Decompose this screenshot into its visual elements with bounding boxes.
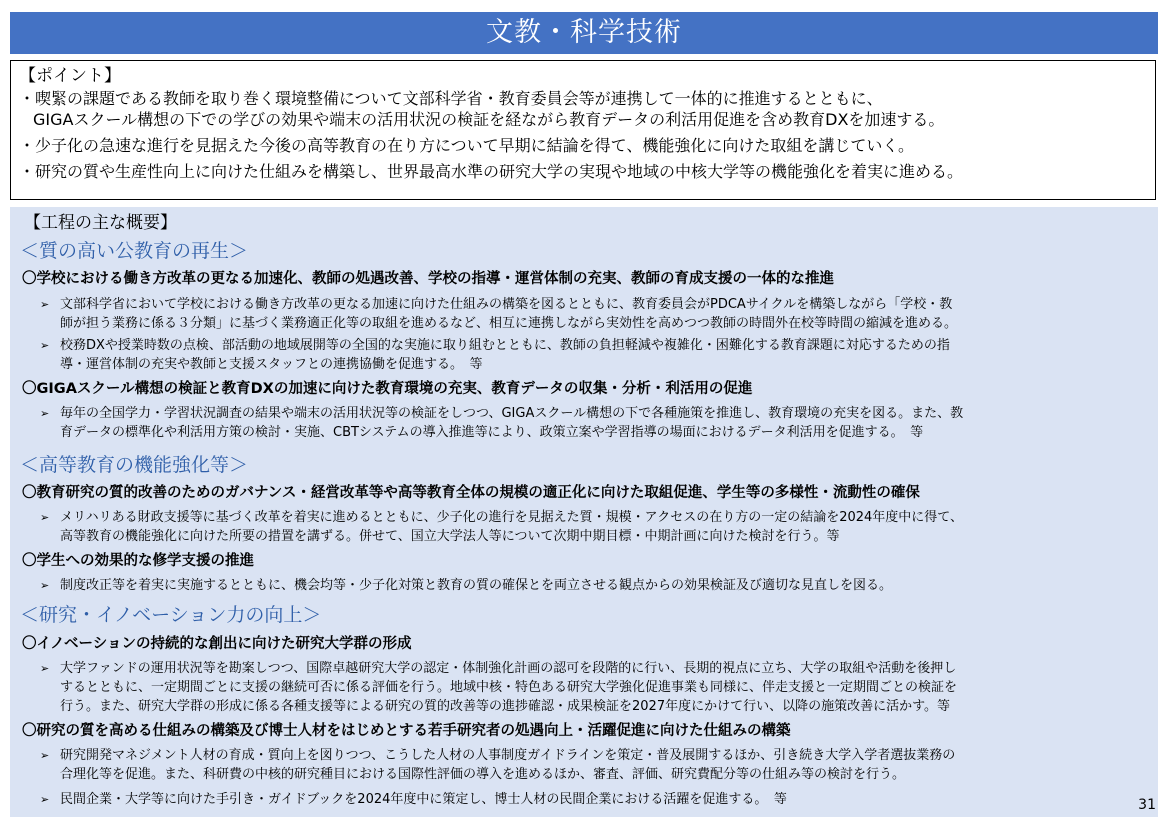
point-text-cont: GIGAスクール構想の下での学びの効果や端末の活用状況の検証を経ながら教育データの利活用促進を含め教育DXを加速する。 bbox=[33, 110, 945, 129]
arrow-bullet-icon: ➢ bbox=[40, 793, 50, 806]
bullet-line: 行う。また、研究大学群の形成に係る各種支援等による研究の質的改善等の進捗確認・成果検証を2027年度にかけて行い、以降の施策改善に活かす。等 bbox=[60, 699, 951, 714]
sub-heading: 〇研究の質を高める仕組みの構築及び博士人材をはじめとする若手研究者の処遇向上・活躍促進に向けた仕組みの構築 bbox=[22, 723, 791, 739]
section-title-higher-education: ＜高等教育の機能強化等＞ bbox=[20, 454, 249, 476]
section-title-research-innovation: ＜研究・イノベーション力の向上＞ bbox=[20, 604, 322, 626]
page-title: 文教・科学技術 bbox=[10, 12, 1158, 54]
bullet-line: 高等教育の機能強化に向けた所要の措置を講ずる。併せて、国立大学法人等について次期中期目標・中期計画に向けた検討を行う。等 bbox=[60, 529, 840, 544]
process-heading: 【工程の主な概要】 bbox=[24, 213, 177, 233]
section-title-public-education: ＜質の高い公教育の再生＞ bbox=[20, 240, 249, 262]
arrow-bullet-icon: ➢ bbox=[40, 339, 50, 352]
bullet-item bbox=[40, 746, 1150, 784]
bullet-line: するとともに、一定期間ごとに支援の継続可否に係る評価を行う。地域中核・特色ある研究大学強化促進事業も同様に、伴走支援と一定期間ごとの検証を bbox=[60, 680, 958, 695]
point-text: ・研究の質や生産性向上に向けた仕組みを構築し、世界最高水準の研究大学の実現や地域の中核大学等の機能強化を着実に進める。 bbox=[19, 162, 964, 181]
sub-heading: 〇イノベーションの持続的な創出に向けた研究大学群の形成 bbox=[22, 636, 412, 652]
bullet-line: 導・運営体制の充実や教師と支援スタッフとの連携協働を促進する。 等 bbox=[60, 357, 483, 372]
points-heading: 【ポイント】 bbox=[19, 66, 121, 86]
point-text: ・少子化の急速な進行を見据えた今後の高等教育の在り方について早期に結論を得て、機能強化に向けた取組を講じていく。 bbox=[19, 136, 915, 155]
point-text: ・喫緊の課題である教師を取り巻く環境整備について文部科学省・教育委員会等が連携して一体的に推進するとともに、 bbox=[19, 89, 883, 108]
bullet-line: 民間企業・大学等に向けた手引き・ガイドブックを2024年度中に策定し、博士人材の民間企業における活躍を促進する。 等 bbox=[60, 792, 787, 807]
sub-heading: 〇GIGAスクール構想の検証と教育DXの加速に向けた教育環境の充実、教育データの収集・分析・利活用の促進 bbox=[22, 381, 753, 397]
sub-heading: 〇学校における働き方改革の更なる加速化、教師の処遇改善、学校の指導・運営体制の充実、教師の育成支援の一体的な推進 bbox=[22, 271, 834, 287]
process-overview-panel bbox=[10, 207, 1158, 817]
point-item bbox=[19, 88, 1149, 130]
bullet-line: 毎年の全国学力・学習状況調査の結果や端末の活用状況等の検証をしつつ、GIGAスクール構想の下で各種施策を推進し、教育環境の充実を図る。また、教 bbox=[60, 406, 964, 421]
point-item bbox=[19, 161, 1149, 182]
bullet-line: 制度改正等を着実に実施するとともに、機会均等・少子化対策と教育の質の確保とを両立させる観点からの効果検証及び適切な見直しを図る。 bbox=[60, 578, 893, 593]
sub-heading: 〇学生への効果的な修学支援の推進 bbox=[22, 553, 254, 569]
arrow-bullet-icon: ➢ bbox=[40, 579, 50, 592]
bullet-line: 育データの標準化や利活用方策の検討・実施、CBTシステムの導入推進等により、政策立案や学習指導の場面におけるデータ利活用を促進する。 等 bbox=[60, 425, 924, 440]
bullet-line: 大学ファンドの運用状況等を勘案しつつ、国際卓越研究大学の認定・体制強化計画の認可を段階的に行い、長期的視点に立ち、大学の取組や活動を後押し bbox=[60, 661, 957, 676]
points-box bbox=[10, 60, 1156, 200]
bullet-item bbox=[40, 576, 1150, 595]
arrow-bullet-icon: ➢ bbox=[40, 749, 50, 762]
page-number: 31 bbox=[1138, 797, 1156, 813]
bullet-line: 文部科学省において学校における働き方改革の更なる加速に向けた仕組みの構築を図るとともに、教育委員会がPDCAサイクルを構築しながら「学校・教 bbox=[60, 297, 953, 312]
arrow-bullet-icon: ➢ bbox=[40, 662, 50, 675]
bullet-item bbox=[40, 508, 1150, 546]
bullet-item bbox=[40, 336, 1150, 374]
arrow-bullet-icon: ➢ bbox=[40, 407, 50, 420]
bullet-item bbox=[40, 659, 1150, 716]
arrow-bullet-icon: ➢ bbox=[40, 298, 50, 311]
bullet-item bbox=[40, 790, 1150, 809]
bullet-line: 師が担う業務に係る３分類」に基づく業務適正化等の取組を進めるなど、相互に連携しながら実効性を高めつつ教師の時間外在校等時間の縮減を進める。 bbox=[60, 316, 958, 331]
bullet-line: 校務DXや授業時数の点検、部活動の地域展開等の全国的な実施に取り組むとともに、教師の負担軽減や複雑化・困難化する教育課題に対応するための指 bbox=[60, 338, 950, 353]
sub-heading: 〇教育研究の質的改善のためのガバナンス・経営改革等や高等教育全体の規模の適正化に向けた取組促進、学生等の多様性・流動性の確保 bbox=[22, 485, 920, 501]
bullet-line: 研究開発マネジメント人材の育成・質向上を図りつつ、こうした人材の人事制度ガイドラインを策定・普及展開するほか、引き続き大学入学者選抜業務の bbox=[60, 748, 956, 763]
arrow-bullet-icon: ➢ bbox=[40, 511, 50, 524]
bullet-item bbox=[40, 295, 1150, 333]
bullet-line: メリハリある財政支援等に基づく改革を着実に進めるとともに、少子化の進行を見据えた質・規模・アクセスの在り方の一定の結論を2024年度中に得て、 bbox=[60, 510, 964, 525]
bullet-line: 合理化等を促進。また、科研費の中核的研究種目における国際性評価の導入を進めるほか、審査、評価、研究費配分等の仕組み等の検討を行う。 bbox=[60, 767, 906, 782]
bullet-item bbox=[40, 404, 1150, 442]
point-item bbox=[19, 135, 1149, 156]
